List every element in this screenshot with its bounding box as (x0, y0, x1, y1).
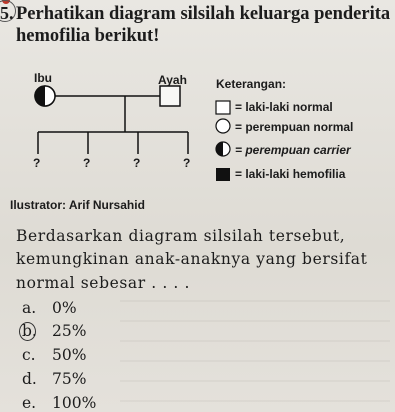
option-c-value[interactable]: 50% (52, 346, 87, 364)
pedigree-diagram (0, 68, 395, 198)
bleed-through-texture (120, 300, 390, 410)
father-normal-square (160, 86, 180, 106)
option-b-value[interactable]: 25% (52, 322, 87, 340)
legend-circle-empty-icon (216, 119, 230, 133)
prompt-line-2: kemungkinan anak-anaknya yang bersifat (16, 250, 368, 268)
child-4-mark: ? (183, 156, 191, 170)
question-number: 5. (0, 3, 14, 23)
child-1-mark: ? (33, 156, 41, 170)
father-label: Ayah (158, 73, 187, 87)
legend-item-2-text: = perempuan normal (235, 120, 354, 134)
option-b-letter[interactable]: b. (22, 322, 37, 340)
option-c-letter[interactable]: c. (22, 346, 36, 364)
legend-item-1-text: = laki-laki normal (235, 100, 333, 114)
legend-square-empty-icon (216, 101, 230, 114)
option-d-letter[interactable]: d. (22, 370, 37, 388)
option-a-value[interactable]: 0% (52, 299, 77, 317)
legend-square-filled-icon (216, 168, 230, 181)
legend-item-4-text: = laki-laki hemofilia (235, 167, 346, 181)
child-2-mark: ? (83, 156, 91, 170)
option-e-value[interactable]: 100% (52, 394, 97, 412)
option-d-value[interactable]: 75% (52, 370, 87, 388)
mother-carrier-half (45, 86, 55, 106)
illustrator-credit: Ilustrator: Arif Nursahid (10, 198, 145, 212)
legend-item-3-text: = perempuan carrier (235, 143, 351, 157)
legend-heading: Keterangan: (216, 77, 287, 91)
option-a-letter[interactable]: a. (22, 299, 37, 317)
prompt-line-3: normal sebesar . . . . (16, 274, 190, 292)
prompt-line-1: Berdasarkan diagram silsilah tersebut, (16, 227, 346, 245)
option-e-letter[interactable]: e. (22, 394, 37, 412)
question-title-line-1: Perhatikan diagram silsilah keluarga penderita (16, 4, 391, 24)
legend-circle-half-white (223, 142, 230, 156)
child-3-mark: ? (133, 156, 141, 170)
question-title-line-2: hemofilia berikut! (16, 26, 160, 46)
mother-label: Ibu (34, 71, 52, 85)
